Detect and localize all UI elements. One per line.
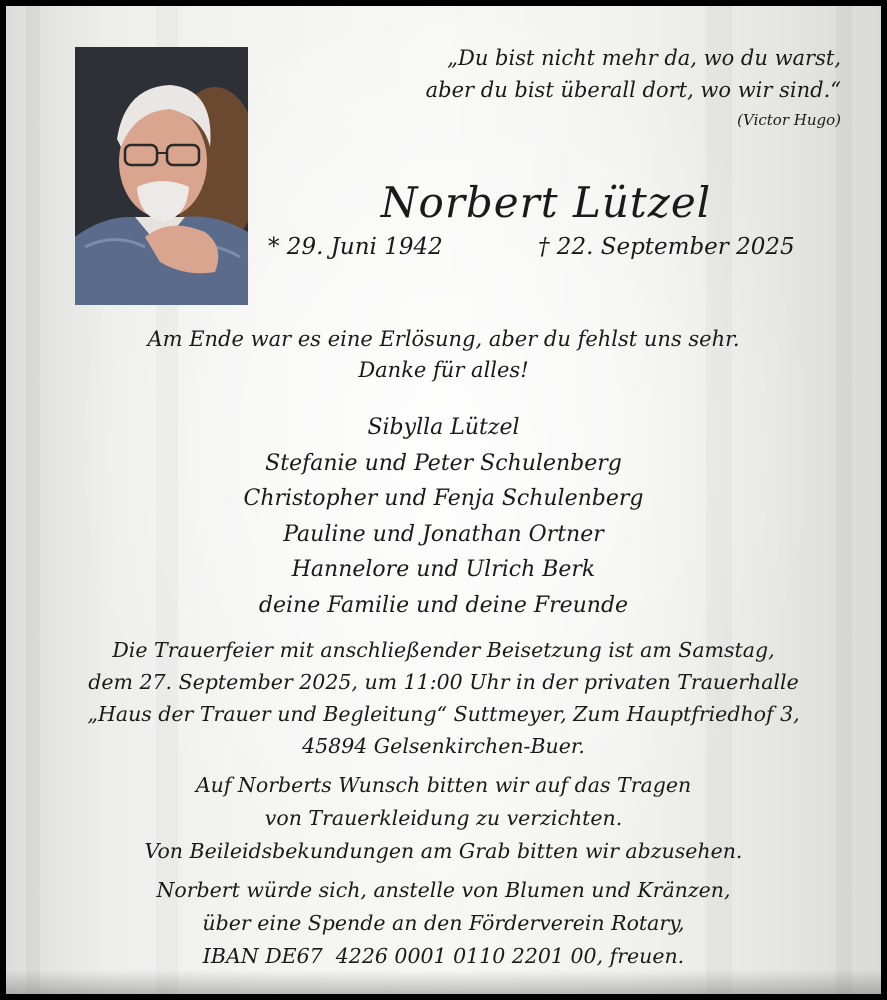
intro-line: Danke für alles! [358, 358, 529, 382]
quote-line: aber du bist überall dort, wo wir sind.“ [425, 78, 841, 102]
donation-line: Norbert würde sich, anstelle von Blumen und Kränzen, [156, 878, 731, 902]
service-line: „Haus der Trauer und Begleitung“ Suttmeyer, Zum Hauptfriedhof 3, [87, 702, 800, 726]
wish-line: Von Beileidsbekundungen am Grab bitten wir abzusehen. [144, 839, 743, 863]
intro-line: Am Ende war es eine Erlösung, aber du fehlst uns sehr. [147, 327, 740, 351]
portrait-photo [75, 47, 248, 305]
death-date: † 22. September 2025 [538, 234, 795, 260]
donation-line: über eine Spende an den Förderverein Rotary, [202, 911, 685, 935]
wishes-info [6, 769, 881, 868]
deceased-name: Norbert Lützel [380, 178, 712, 227]
mourner: Stefanie und Peter Schulenberg [265, 450, 622, 476]
quote-block [426, 42, 841, 130]
portrait-illustration [75, 47, 248, 305]
service-line: 45894 Gelsenkirchen-Buer. [302, 734, 585, 758]
quote-author: (Victor Hugo) [737, 111, 841, 129]
service-line: dem 27. September 2025, um 11:00 Uhr in der privaten Trauerhalle [88, 670, 799, 694]
quote-line: „Du bist nicht mehr da, wo du warst, [447, 46, 841, 70]
service-line: Die Trauerfeier mit anschließender Beisetzung ist am Samstag, [112, 638, 775, 662]
wish-line: Auf Norberts Wunsch bitten wir auf das Tragen [195, 773, 692, 797]
mourner: Sibylla Lützel [367, 415, 520, 440]
service-info [6, 634, 881, 762]
intro-text [6, 324, 881, 386]
bottom-shade [6, 970, 881, 994]
wish-line: von Trauerkleidung zu verzichten. [264, 806, 623, 830]
mourner: Christopher und Fenja Schulenberg [243, 486, 644, 511]
mourner: deine Familie und deine Freunde [258, 592, 629, 618]
donation-info [6, 874, 881, 973]
donation-line: IBAN DE67 4226 0001 0110 2201 00, freuen. [202, 944, 685, 968]
birth-date: * 29. Juni 1942 [268, 234, 443, 260]
mourner: Hannelore und Ulrich Berk [291, 557, 596, 582]
mourner: Pauline und Jonathan Ortner [283, 521, 604, 547]
mourners-list [6, 410, 881, 623]
obituary-card [6, 6, 881, 994]
